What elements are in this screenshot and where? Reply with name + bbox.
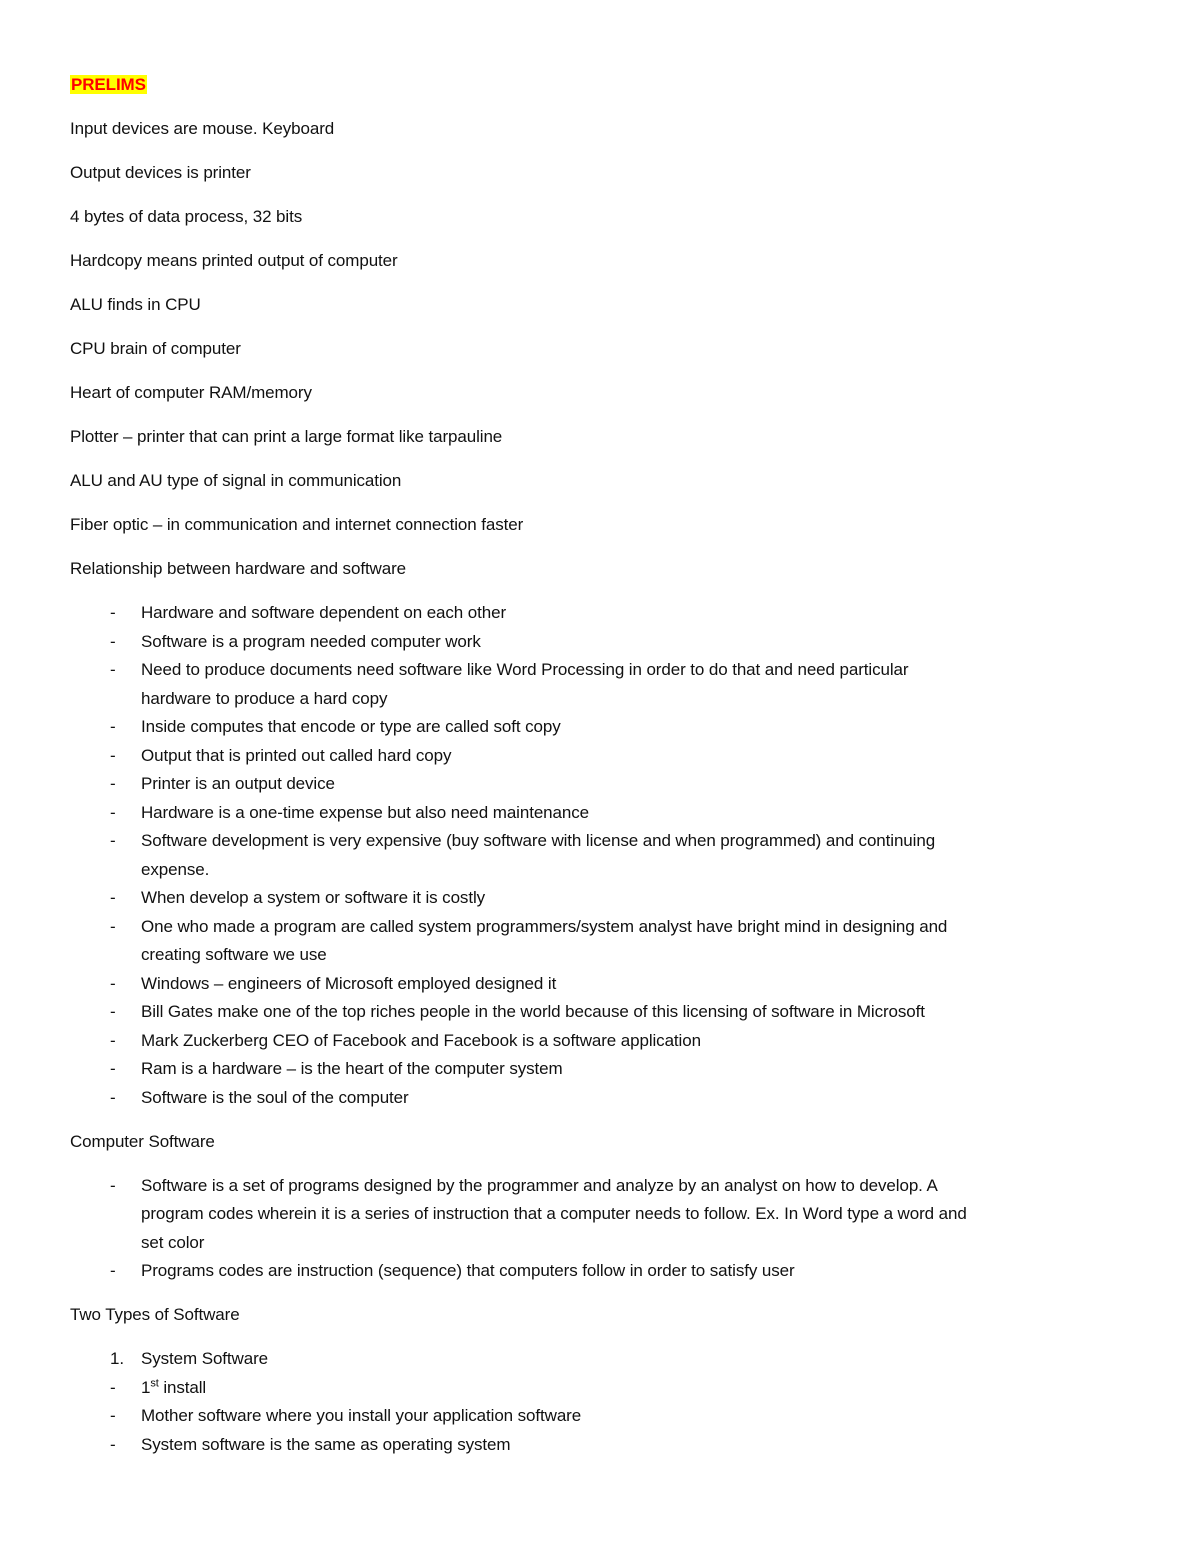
paragraph: CPU brain of computer [70,339,241,358]
list-item [70,656,1130,713]
paragraph: Fiber optic – in communication and internet connection faster [70,515,524,534]
heading-prelims [70,71,1130,100]
list-item [70,599,1130,628]
list-item-text: set color [141,1232,205,1252]
list-item [70,913,1130,970]
list-item-text: Bill Gates make one of the top riches people in the world because of this licensing of software in Microsoft [141,1002,925,1021]
list-item-text: One who made a program are called system programmers/system analyst have bright mind in designing and [141,916,948,936]
computer-software-heading: Computer Software [70,1131,215,1151]
paragraph: Input devices are mouse. Keyboard [70,119,335,138]
list-item [70,827,1130,884]
relationship-list [70,599,1130,1112]
bullet-dash: - [110,1002,116,1021]
list-item [70,1055,1130,1084]
list-item-text: install [158,1377,207,1397]
paragraph: ALU and AU type of signal in communication [70,471,402,490]
bullet-dash: - [110,631,116,651]
list-item [70,1431,1130,1460]
bullet-dash: - [110,745,116,765]
list-item [70,1257,1130,1286]
list-item-text: Hardware is a one-time expense but also need maintenance [141,802,590,822]
list-item-text: System Software [141,1349,268,1368]
list-item-text: creating software we use [141,945,327,964]
list-item [70,799,1130,828]
list-item [70,742,1130,771]
list-item-text: Need to produce documents need software like Word Processing in order to do that and need particular [141,660,909,679]
bullet-dash: - [110,603,116,622]
system-software-list [70,1345,1130,1459]
list-item-text: System software is the same as operating system [141,1434,511,1454]
list-item [70,770,1130,799]
bullet-dash: - [110,831,116,850]
list-item-text: When develop a system or software it is costly [141,888,486,907]
list-item [70,1402,1130,1431]
bullet-dash: - [110,660,116,679]
list-item-text: Programs codes are instruction (sequence) that computers follow in order to satisfy user [141,1261,795,1280]
bullet-dash: - [110,1377,116,1397]
list-item-text: Mother software where you install your application software [141,1406,582,1425]
paragraph: 4 bytes of data process, 32 bits [70,207,303,226]
bullet-dash: - [110,888,116,907]
paragraph: Output devices is printer [70,163,251,182]
bullet-dash: - [110,774,116,793]
bullet-dash: - [110,1406,116,1425]
list-item-text: Hardware and software dependent on each other [141,603,507,622]
bullet-dash: - [110,1059,116,1078]
bullet-dash: - [110,1175,116,1195]
list-item-text: Inside computes that encode or type are called soft copy [141,717,561,736]
paragraph: ALU finds in CPU [70,295,201,314]
top-paragraphs [70,115,1130,584]
numbered-item [70,1345,1130,1374]
list-item [70,1374,1130,1403]
list-item-text: Software is a program needed computer work [141,631,481,651]
list-item-text: Output that is printed out called hard copy [141,745,452,765]
bullet-dash: - [110,802,116,822]
two-types-heading: Two Types of Software [70,1305,240,1324]
bullet-dash: - [110,1030,116,1050]
bullet-dash: - [110,916,116,936]
bullet-dash: - [110,1087,116,1107]
list-item-text: Mark Zuckerberg CEO of Facebook and Facebook is a software application [141,1030,701,1050]
list-item [70,1172,1130,1258]
list-item-text: program codes wherein it is a series of instruction that a computer needs to follow. Ex. In Word type a word and [141,1204,967,1223]
computer-software-list [70,1172,1130,1286]
list-item-text: Software is the soul of the computer [141,1087,409,1107]
list-item-text: Software development is very expensive (buy software with license and when programmed) and continuing [141,831,936,850]
ordinal-suffix: st [150,1376,159,1389]
paragraph: Plotter – printer that can print a large format like tarpauline [70,427,503,446]
list-item [70,970,1130,999]
list-item [70,998,1130,1027]
document-page [70,71,1130,1475]
paragraph: Hardcopy means printed output of computer [70,251,398,270]
ordinal-number: 1 [141,1377,151,1397]
list-item-text: expense. [141,859,210,879]
bullet-dash: - [110,1261,116,1280]
list-item-text: Windows – engineers of Microsoft employed designed it [141,973,557,993]
bullet-dash: - [110,973,116,993]
list-item [70,628,1130,657]
list-item [70,884,1130,913]
highlighted-heading: PRELIMS [71,75,146,94]
paragraph: Heart of computer RAM/memory [70,383,312,402]
list-item-text: Ram is a hardware – is the heart of the computer system [141,1059,563,1078]
paragraph: Relationship between hardware and software [70,559,407,578]
list-item-text: Software is a set of programs designed by the programmer and analyze by an analyst on how to develop. A [141,1175,938,1195]
list-item [70,1084,1130,1113]
list-item [70,713,1130,742]
bullet-dash: - [110,717,116,736]
list-item-text: hardware to produce a hard copy [141,688,388,708]
list-item [70,1027,1130,1056]
list-number: 1. [110,1349,124,1368]
list-item-text: Printer is an output device [141,774,335,793]
bullet-dash: - [110,1434,116,1454]
